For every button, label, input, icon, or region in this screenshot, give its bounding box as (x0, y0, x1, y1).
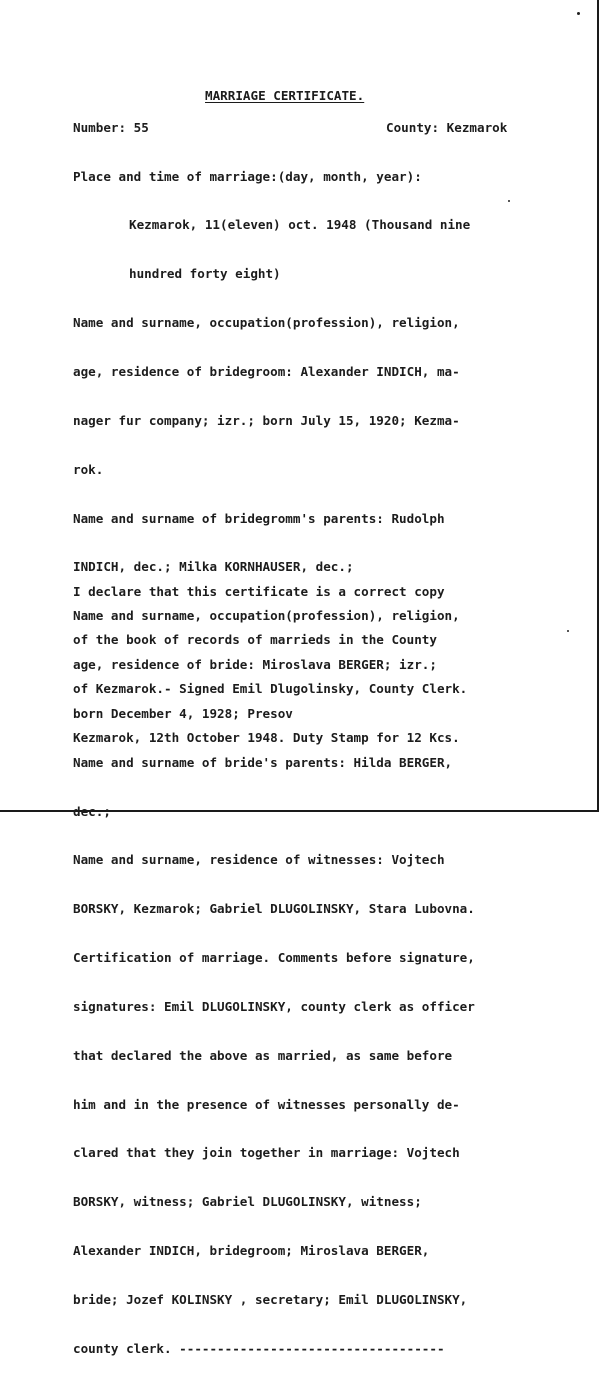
body-line: age, residence of bride: Miroslava BERGER; izr.; (73, 657, 437, 673)
body-line: BORSKY, Kezmarok; Gabriel DLUGOLINSKY, Stara Lubovna. (73, 901, 475, 917)
body-line: clared that they join together in marriage: Vojtech (73, 1145, 460, 1161)
document-title: MARRIAGE CERTIFICATE. (205, 88, 365, 103)
body-line: dec.; (73, 803, 111, 819)
certificate-number: Number: 55 (73, 120, 149, 135)
body-line: that declared the above as married, as same before (73, 1047, 453, 1063)
body-line: INDICH, dec.; Milka KORNHAUSER, dec.; (73, 559, 354, 575)
body-line: Name and surname of bridegromm's parents: Rudolph (73, 510, 445, 526)
body-line: him and in the presence of witnesses personally de- (73, 1096, 460, 1112)
body-line: Name and surname, occupation(profession), religion, (73, 315, 460, 331)
declaration-line: I declare that this certificate is a correct copy (73, 583, 445, 599)
ink-speck (577, 12, 580, 15)
body-line: age, residence of bridegroom: Alexander INDICH, ma- (73, 363, 460, 379)
body-line: signatures: Emil DLUGOLINSKY, county clerk as officer (73, 998, 475, 1014)
county-label: County: Kezmarok (386, 120, 508, 135)
body-line: born December 4, 1928; Presov (73, 705, 293, 721)
body-line: Name and surname of bride's parents: Hilda BERGER, (73, 754, 453, 770)
body-line: bride; Jozef KOLINSKY , secretary; Emil DLUGOLINSKY, (73, 1292, 468, 1307)
declaration-line: of Kezmarok.- Signed Emil Dlugolinsky, County Clerk. (73, 680, 468, 696)
body-line: Alexander INDICH, bridegroom; Miroslava BERGER, (73, 1243, 430, 1259)
declaration-line: Kezmarok, 12th October 1948. Duty Stamp for 12 Kcs. (73, 729, 460, 745)
body-line: Place and time of marriage:(day, month, year): (73, 168, 422, 184)
body-line: hundred forty eight) (129, 266, 281, 282)
body-line: BORSKY, witness; Gabriel DLUGOLINSKY, witness; (73, 1194, 422, 1210)
ink-speck (508, 200, 510, 202)
body-line: county clerk. ----------------------------------- (73, 1340, 445, 1356)
body-line: rok. (73, 461, 104, 477)
declaration-line: of the book of records of marrieds in the County (73, 632, 437, 648)
body-line: Certification of marriage. Comments before signature, (73, 950, 475, 966)
body-line: Kezmarok, 11(eleven) oct. 1948 (Thousand nine (129, 217, 471, 233)
body-line: Name and surname, residence of witnesses: Vojtech (73, 852, 445, 868)
body-line: nager fur company; izr.; born July 15, 1920; Kezma- (73, 412, 460, 428)
body-line: Name and surname, occupation(profession), religion, (73, 608, 460, 624)
ink-speck (567, 630, 569, 632)
declaration-paragraph (73, 551, 593, 778)
